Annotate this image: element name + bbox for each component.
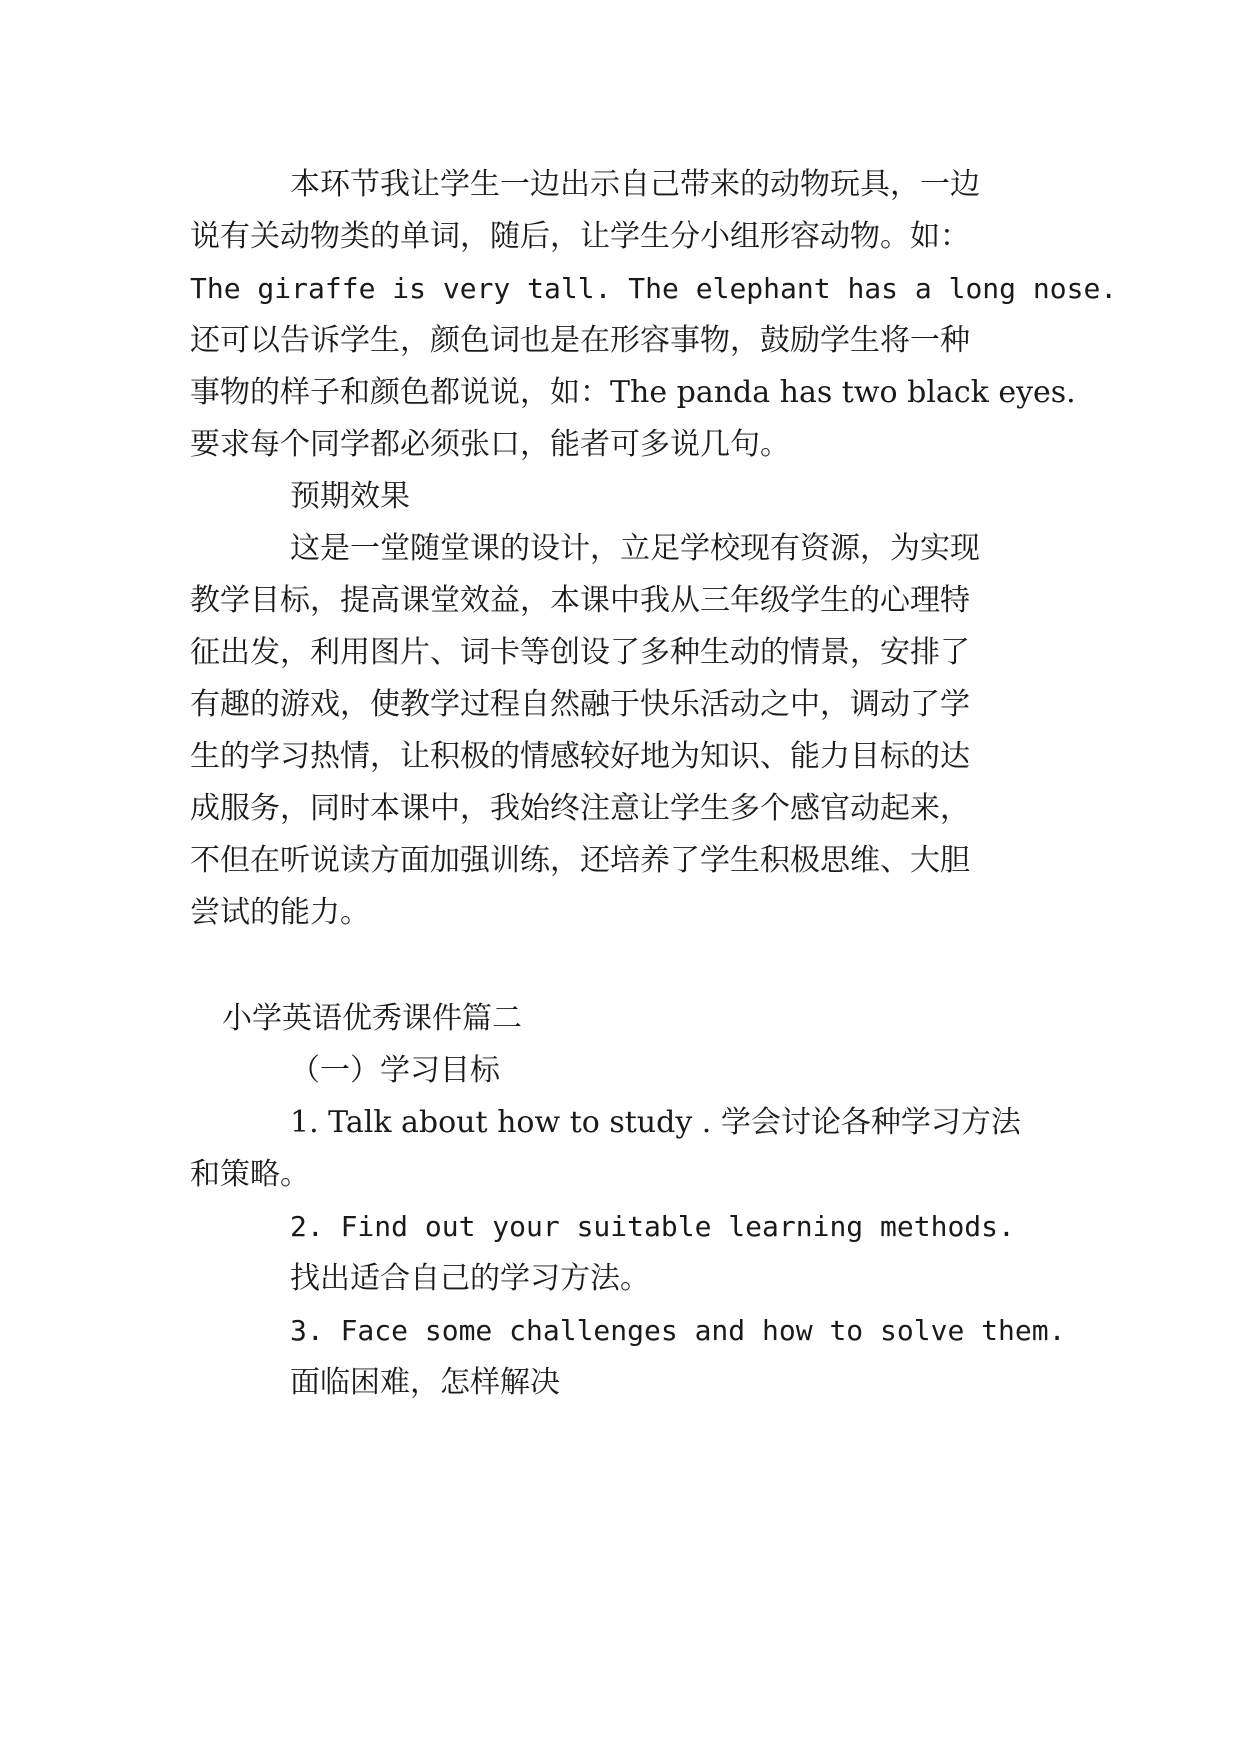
paragraph-line: 还可以告诉学生，颜色词也是在形容事物，鼓励学生将一种 — [190, 323, 970, 358]
list-item-continuation: 面临困难，怎样解决 — [290, 1365, 560, 1400]
list-item: 2. Find out your suitable learning methods. — [290, 1210, 1015, 1243]
section-label: 预期效果 — [290, 479, 410, 514]
paragraph-line: 这是一堂随堂课的设计，立足学校现有资源，为实现 — [290, 531, 980, 566]
subsection-heading: （一）学习目标 — [290, 1053, 500, 1088]
paragraph-line: 教学目标，提高课堂效益，本课中我从三年级学生的心理特 — [190, 583, 970, 618]
paragraph-line: The giraffe is very tall. The elephant has a long nose. — [190, 272, 1118, 305]
list-item-continuation: 找出适合自己的学习方法。 — [290, 1261, 650, 1296]
list-item: 3. Face some challenges and how to solve them. — [290, 1314, 1066, 1347]
paragraph-line: 本环节我让学生一边出示自己带来的动物玩具，一边 — [290, 167, 980, 202]
paragraph-line: 尝试的能力。 — [190, 895, 370, 930]
list-item: 1. Talk about how to study . 学会讨论各种学习方法 — [290, 1105, 1021, 1140]
paragraph-line: 要求每个同学都必须张口，能者可多说几句。 — [190, 427, 790, 462]
paragraph-line: 说有关动物类的单词，随后，让学生分小组形容动物。如： — [190, 219, 970, 254]
section-heading: 小学英语优秀课件篇二 — [222, 1001, 522, 1036]
paragraph-line: 事物的样子和颜色都说说，如：The panda has two black eyes. — [190, 375, 1076, 410]
paragraph-line: 征出发，利用图片、词卡等创设了多种生动的情景，安排了 — [190, 635, 970, 670]
list-item-continuation: 和策略。 — [190, 1157, 310, 1192]
paragraph-line: 生的学习热情，让积极的情感较好地为知识、能力目标的达 — [190, 739, 970, 774]
paragraph-line: 有趣的游戏，使教学过程自然融于快乐活动之中，调动了学 — [190, 687, 970, 722]
paragraph-line: 不但在听说读方面加强训练，还培养了学生积极思维、大胆 — [190, 843, 970, 878]
paragraph-line: 成服务，同时本课中，我始终注意让学生多个感官动起来， — [190, 791, 970, 826]
